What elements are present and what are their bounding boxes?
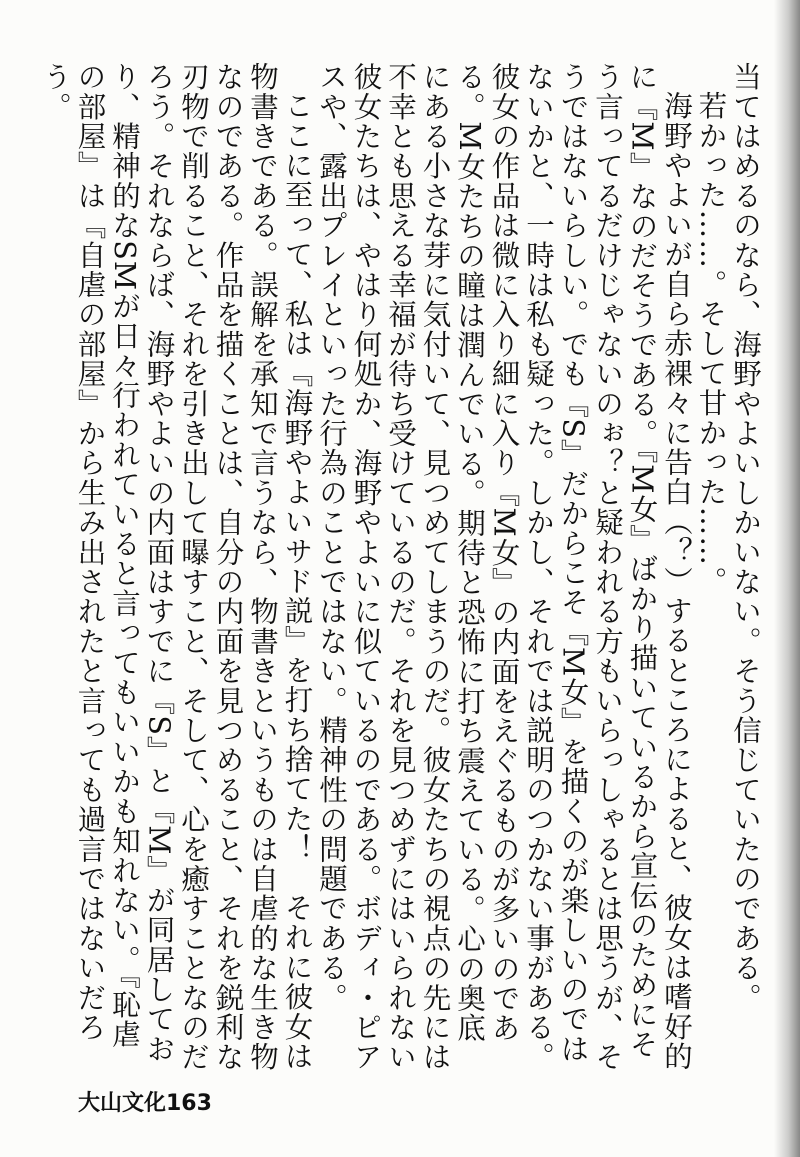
binding-shadow (774, 0, 800, 1157)
vertical-text-body (39, 62, 762, 1072)
paragraph-2: 若かった……。そして甘かった……。 (694, 90, 728, 596)
paragraph-1: 当てはめるのなら、海野やよいしかいない。そう信じていたのである。 (729, 62, 762, 1013)
paragraph-4: ここに至って、私は『海野やよいサド説』を打ち捨てた！ それに彼女は物書きである。誤解を承知で言うなら、物書きというものは自虐的な生き物なのである。作品を描くことは、自分の内面を見つめること、それを鋭利な刃物で削ること、それを引き出して曝すこと、そして、心を癒すことなのだろう。それならば、海野やよいの内面はすでに『S』と『M』が同居しており、精神的なSMが日々行われていると言ってもいいかも知れない。『恥虐の部屋』は『自虐の部屋』から生み出されたと言っても過言ではないだろう。 (39, 62, 314, 1072)
page-footer-label: 大山文化163 (78, 1091, 212, 1116)
paragraph-3: 海野やよいが自ら赤裸々に告白（？）するところによると、彼女は嗜好的に『M』なのだそうである。『M女』ばかり描いているから宣伝のためにそう言ってるだけじゃないのぉ？と疑われる方もいらっしゃるとは思うが、そうではないらしい。でも『S』だからこそ『M女』を描くのが楽しいのではないかと、一時は私も疑った。しかし、それでは説明のつかない事がある。彼女の作品は微に入り細に入り『M女』の内面をえぐるものが多いのである。M女たちの瞳は潤んでいる。期待と恐怖に打ち震えている。心の奥底にある小さな芽に気付いて、見つめてしまうのだ。彼女たちの視点の先には不幸とも思える幸福が待ち受けているのだ。それを見つめずにはいられない彼女たちは、やはり何処か、海野やよいに似ているのである。ボディ・ピアスや、露出プレイといった行為のことではない。精神性の問題である。 (315, 62, 693, 1072)
